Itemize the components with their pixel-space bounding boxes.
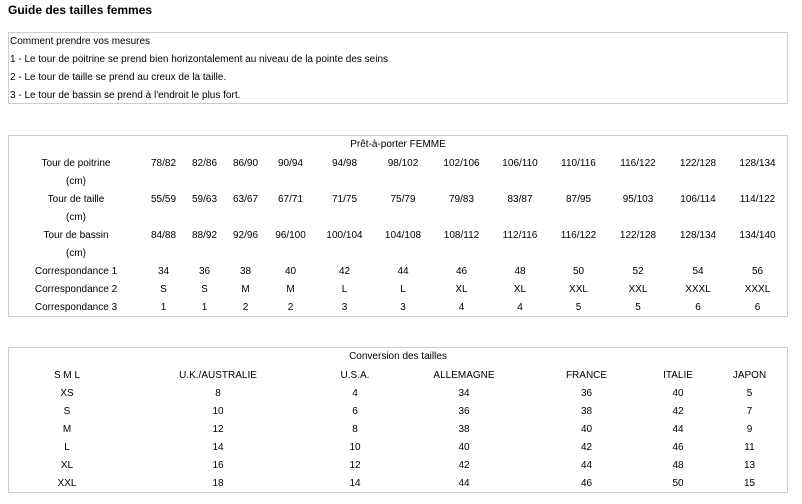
pap-cell: 2 <box>287 301 294 313</box>
conversion-row <box>9 402 787 420</box>
pap-cell: L <box>400 283 406 295</box>
conversion-cell: 5 <box>746 387 753 399</box>
pap-cell: XL <box>513 283 527 295</box>
pap-cell: 116/122 <box>620 157 656 169</box>
pap-cell: 116/122 <box>560 229 597 241</box>
conversion-cell: 12 <box>212 423 224 435</box>
conversion-cell: 46 <box>672 441 684 453</box>
pap-cell: 38 <box>239 265 252 277</box>
conversion-cell: 10 <box>349 441 361 453</box>
pap-row-label: Tour de poitrine <box>41 157 111 169</box>
conversion-cell: 36 <box>580 387 593 399</box>
pap-cell: 34 <box>157 265 170 277</box>
pap-cell: 5 <box>575 301 582 313</box>
pap-cell: 102/106 <box>443 157 480 169</box>
pap-row <box>9 298 787 316</box>
conversion-cell: 44 <box>580 459 593 471</box>
pap-cell: 98/102 <box>387 157 419 169</box>
conversion-cell: 40 <box>458 441 470 453</box>
pap-cell <box>184 244 225 262</box>
measure-heading: Comment prendre vos mesures <box>10 36 151 47</box>
pap-cell: 63/67 <box>232 193 259 205</box>
conversion-row <box>9 420 787 438</box>
conversion-cell: 4 <box>352 387 358 399</box>
pap-cell: 106/114 <box>680 193 716 205</box>
pap-cell: 1 <box>201 301 208 313</box>
pap-cell: XXL <box>569 283 588 295</box>
pap-cell: M <box>286 283 295 295</box>
pap-cell: 95/103 <box>622 193 654 205</box>
conversion-header: U.S.A. <box>340 369 370 381</box>
conversion-cell: 38 <box>458 423 470 435</box>
conversion-row <box>9 456 787 474</box>
pap-row <box>9 154 787 172</box>
pap-cell: 128/134 <box>739 157 776 169</box>
pap-row-label: Tour de taille <box>47 193 105 205</box>
pap-row-label: Tour de bassin <box>43 229 109 241</box>
pap-cell <box>266 244 315 262</box>
pap-cell: S <box>201 283 208 295</box>
page-title: Guide des tailles femmes <box>8 3 153 17</box>
conversion-header: U.K./AUSTRALIE <box>179 369 257 381</box>
pap-cell: XXXL <box>685 283 711 295</box>
conversion-cell: 8 <box>215 387 221 399</box>
pap-cell: 6 <box>695 301 701 313</box>
pap-cell: 106/110 <box>502 157 538 169</box>
conversion-table <box>9 366 787 492</box>
pap-cell <box>549 172 608 190</box>
pap-row-label: (cm) <box>66 175 86 187</box>
pap-cell <box>143 172 184 190</box>
conversion-cell: 15 <box>743 477 756 489</box>
pap-cell: 54 <box>692 265 704 277</box>
pret-a-porter-table <box>9 154 787 316</box>
pap-cell: 36 <box>198 265 211 277</box>
conversion-cell: 7 <box>746 405 753 417</box>
pap-cell <box>728 244 787 262</box>
conversion-cell: 36 <box>458 405 470 417</box>
conversion-cell: 9 <box>746 423 753 435</box>
pap-cell <box>374 208 432 226</box>
conversion-cell: 42 <box>458 459 470 471</box>
pap-cell <box>608 172 668 190</box>
conversion-row <box>9 384 787 402</box>
pap-cell <box>266 172 315 190</box>
pap-cell: 1 <box>160 301 167 313</box>
pap-cell: 3 <box>400 301 406 313</box>
pap-cell <box>432 208 491 226</box>
conversion-header: ITALIE <box>663 369 693 381</box>
pap-cell: 92/96 <box>232 229 259 241</box>
pap-row <box>9 208 787 226</box>
pap-cell <box>491 244 549 262</box>
pap-cell: 110/116 <box>561 157 596 169</box>
conversion-cell: 6 <box>352 405 358 417</box>
conversion-cell: 50 <box>672 477 684 489</box>
conversion-header: ALLEMAGNE <box>433 369 495 381</box>
measure-step-1: 1 - Le tour de poitrine se prend bien horizontalement au niveau de la pointe des seins <box>10 54 389 65</box>
pap-row <box>9 226 787 244</box>
pap-cell: 83/87 <box>507 193 533 205</box>
conversion-title: Conversion des tailles <box>349 351 447 362</box>
pap-cell: 2 <box>242 301 249 313</box>
conversion-cell: 44 <box>458 477 470 489</box>
pap-cell: 67/71 <box>277 193 304 205</box>
pap-cell: 78/82 <box>150 157 177 169</box>
pap-cell: 6 <box>754 301 761 313</box>
pap-cell <box>184 208 225 226</box>
conversion-cell: 11 <box>744 441 755 453</box>
pap-cell: 94/98 <box>331 157 358 169</box>
pap-cell: 50 <box>572 265 585 277</box>
pap-cell <box>608 208 668 226</box>
pap-cell <box>315 244 374 262</box>
conversion-cell: 40 <box>580 423 593 435</box>
conversion-cell: 10 <box>212 405 224 417</box>
pap-cell <box>266 208 315 226</box>
pap-cell: L <box>341 283 348 295</box>
pap-cell: 108/112 <box>443 229 480 241</box>
pap-cell: 48 <box>514 265 526 277</box>
conversion-cell: S <box>63 405 71 417</box>
pap-cell: 4 <box>458 301 465 313</box>
pap-cell: 56 <box>751 265 764 277</box>
pap-cell: 112/116 <box>502 229 538 241</box>
pap-cell: 71/75 <box>331 193 358 205</box>
conversion-cell: 40 <box>672 387 684 399</box>
conversion-cell: XS <box>60 387 74 399</box>
pap-cell: 86/90 <box>232 157 259 169</box>
conversion-cell: 42 <box>672 405 684 417</box>
pap-cell: 75/79 <box>390 193 416 205</box>
pap-cell: 3 <box>341 301 348 313</box>
conversion-cell: 46 <box>580 477 593 489</box>
pap-row <box>9 262 787 280</box>
conversion-cell: 16 <box>212 459 224 471</box>
pap-row <box>9 244 787 262</box>
pap-row-label: (cm) <box>66 247 86 259</box>
pap-cell <box>374 172 432 190</box>
pap-cell: 79/83 <box>448 193 475 205</box>
pap-cell <box>143 244 184 262</box>
conversion-cell: 8 <box>352 423 358 435</box>
pret-a-porter-title: Prêt-à-porter FEMME <box>350 139 446 150</box>
pap-cell: M <box>241 283 250 295</box>
pap-cell: 134/140 <box>739 229 776 241</box>
pap-cell <box>491 208 549 226</box>
pap-cell: 114/122 <box>739 193 776 205</box>
measure-step-3: 3 - Le tour de bassin se prend à l'endroit le plus fort. <box>10 90 241 101</box>
pap-cell: XXXL <box>744 283 771 295</box>
pap-cell <box>143 208 184 226</box>
conversion-row <box>9 438 787 456</box>
pap-cell: 122/128 <box>619 229 657 241</box>
pap-cell <box>432 244 491 262</box>
pap-cell: XXL <box>628 283 648 295</box>
conversion-cell: 13 <box>743 459 756 471</box>
pap-cell: 90/94 <box>277 157 304 169</box>
conversion-cell: 14 <box>349 477 361 489</box>
pap-cell <box>432 172 491 190</box>
pap-cell <box>668 172 728 190</box>
pap-row-label: Correspondance 1 <box>34 265 118 277</box>
conversion-header: S M L <box>53 369 81 381</box>
pap-cell <box>374 244 432 262</box>
pap-cell: 104/108 <box>384 229 422 241</box>
pap-cell: 87/95 <box>565 193 592 205</box>
pap-cell: 128/134 <box>679 229 717 241</box>
pap-cell: 84/88 <box>150 229 177 241</box>
conversion-cell: 18 <box>212 477 224 489</box>
pap-cell: 96/100 <box>275 229 306 241</box>
pap-cell <box>225 172 266 190</box>
conversion-header: FRANCE <box>565 369 608 381</box>
conversion-cell: 44 <box>672 423 684 435</box>
pap-cell: 5 <box>635 301 641 313</box>
pap-cell <box>668 208 728 226</box>
pap-cell: 4 <box>517 301 523 313</box>
pap-cell <box>184 172 225 190</box>
pap-cell <box>225 208 266 226</box>
pap-cell: 88/92 <box>191 229 218 241</box>
pap-cell: 52 <box>632 265 644 277</box>
pap-cell: 42 <box>338 265 351 277</box>
pap-row <box>9 280 787 298</box>
conversion-row <box>9 474 787 492</box>
pap-cell: 40 <box>284 265 297 277</box>
conversion-cell: 12 <box>349 459 361 471</box>
conversion-cell: XXL <box>57 477 77 489</box>
conversion-cell: 34 <box>458 387 470 399</box>
pap-cell <box>549 208 608 226</box>
conversion-cell: 48 <box>672 459 684 471</box>
conversion-cell: M <box>62 423 72 435</box>
pap-cell: XL <box>455 283 468 295</box>
pap-cell: 55/59 <box>150 193 177 205</box>
pap-row-label: Correspondance 3 <box>34 301 118 313</box>
pap-cell: 46 <box>455 265 468 277</box>
pap-cell <box>608 244 668 262</box>
conversion-cell: 14 <box>212 441 224 453</box>
pap-cell: 59/63 <box>191 193 218 205</box>
pret-a-porter-table-box <box>8 135 788 317</box>
conversion-cell: XL <box>60 459 74 471</box>
pap-cell: 122/128 <box>679 157 717 169</box>
pap-cell <box>315 172 374 190</box>
pap-cell: 44 <box>397 265 409 277</box>
conversion-header: JAPON <box>732 369 767 381</box>
conversion-cell: L <box>64 441 70 453</box>
measure-step-2: 2 - Le tour de taille se prend au creux de la taille. <box>10 72 227 83</box>
pap-row-label: (cm) <box>66 211 86 223</box>
pap-cell <box>728 172 787 190</box>
pap-cell <box>549 244 608 262</box>
conversion-table-box <box>8 347 788 493</box>
pap-cell: 100/104 <box>326 229 363 241</box>
pap-cell <box>491 172 549 190</box>
pap-row <box>9 172 787 190</box>
pap-cell <box>315 208 374 226</box>
pap-cell <box>668 244 728 262</box>
pap-cell <box>225 244 266 262</box>
pap-cell <box>728 208 787 226</box>
pap-cell: 82/86 <box>191 157 218 169</box>
pap-row <box>9 190 787 208</box>
pap-row-label: Correspondance 2 <box>34 283 118 295</box>
conversion-cell: 38 <box>580 405 593 417</box>
measure-instructions-box <box>8 32 788 104</box>
conversion-cell: 42 <box>580 441 593 453</box>
pap-cell: S <box>160 283 167 295</box>
